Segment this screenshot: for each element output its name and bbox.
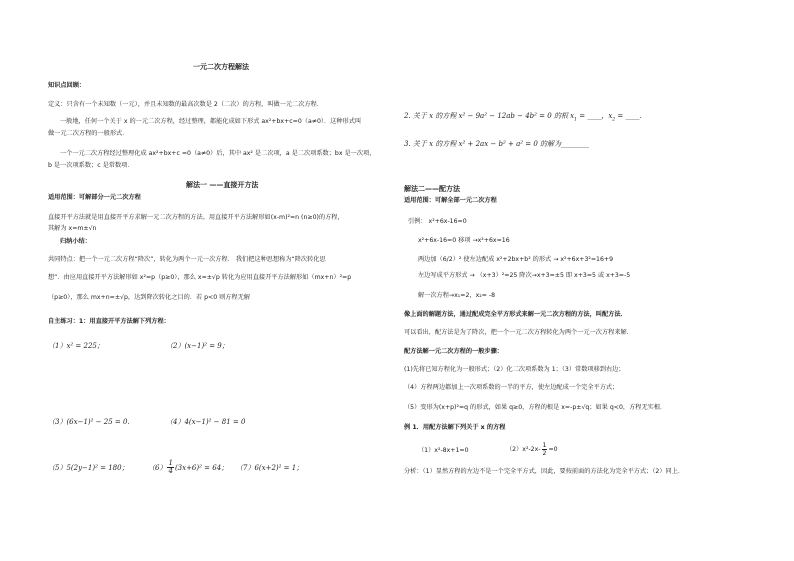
practice-6-numerator: 1	[168, 459, 173, 467]
common-feature-3: （p≥0），那么 mx+n=±√p，达到降次转化之目的．若 p<0 则方程无解	[48, 294, 251, 301]
common-feature-2: 想”．由应用直接开平方法解形如 x²=p（p≥0），那么 x=±√p 转化为应用直接开平方法解形如（mx+n）²=p	[48, 274, 352, 281]
example-intro: 引例： x²+6x-16=0	[408, 218, 467, 225]
review-heading: 知识点回顾：	[48, 82, 86, 89]
method-1-title: 解法一 ——直接开方法	[186, 181, 259, 189]
example-1-problem-2-b: =0	[548, 445, 558, 453]
practice-heading: 自主练习：1：用直接开平方法解下列方程：	[48, 318, 170, 325]
example-step-1: x²+6x-16=0 移项 →x²+6x=16	[418, 237, 510, 244]
step-line-3: （5）变形为(x+p)²=q 的形式，如果 q≥0，方程的根是 x=-p±√q；如果 q<0，方程无实根．	[404, 404, 667, 411]
method-2-scope: 适用范围：可解全部一元二次方程	[404, 197, 497, 204]
general-form-line-1: 一般地，任何一个关于 x 的一元二次方程，经过整理，都能化成如下形式 ax²+bx+c=0（a≠0）．这种形式叫	[60, 118, 362, 125]
example-1-heading: 例 1．用配方法解下列关于 x 的方程	[404, 424, 506, 431]
example-1-fraction	[542, 442, 548, 457]
general-form-line-2: 做一元二次方程的一般形式．	[48, 130, 129, 137]
practice-6-label: （6）	[148, 463, 167, 472]
question-2-part-c: = ____．	[615, 112, 647, 120]
coefficient-line-1: 一个一元二次方程经过整理化成 ax²+bx+c =0（a≠0）后，其中 ax² 是二次项，a 是二次项系数；bx 是一次项，	[60, 150, 376, 157]
example-step-4: 解一次方程→x₁=2，x₂= -8	[418, 292, 496, 299]
method-2-title: 解法二——配方法	[404, 185, 460, 193]
question-2	[404, 112, 646, 124]
question-2-sub-1: 1	[574, 117, 578, 123]
summary-heading: 归纳小结：	[60, 238, 91, 245]
practice-7: （7）6(x+2)² = 1；	[236, 464, 304, 472]
practice-2: （2）(x−1)² = 9；	[166, 342, 229, 350]
definition-text: 定义：只含有一个未知数（一元），并且未知数的最高次数是 2（二次）的方程，叫做一元二次方程．	[48, 101, 324, 108]
page-title: 一元二次方程解法	[193, 63, 249, 71]
example-step-3: 左边写成平方形式 → （x+3）²=25 降次→x+3=±5 即 x+3=5 或 x+3=-5	[418, 272, 631, 279]
example-1-problem-2	[506, 442, 558, 457]
practice-5: （5）5(2y−1)² = 180；	[48, 464, 129, 472]
step-line-1: (1)先将已知方程化为一般形式；（2）化二次项系数为 1；（3）常数项移到右边；	[404, 366, 625, 373]
practice-6-denominator: 4	[168, 467, 173, 475]
question-2-part-b: = ____，x	[577, 112, 613, 120]
example-1-problem-2-a: （2）x²-2x-	[506, 445, 541, 453]
common-feature-1: 共同特点：把一个一元二次方程“降次”，转化为两个一元一次方程． 我们把这种思想称为“降次转化思	[48, 256, 326, 263]
practice-3: （3）(6x−1)² − 25 = 0．	[48, 418, 135, 426]
analysis-text: 分析：（1）显然方程的左边不是一个完全平方式，因此，要按前面的方法化为完全平方式；（2）同上．	[404, 468, 685, 475]
example-1-problem-1: （1）x²-8x+1=0	[418, 447, 469, 454]
example-1-numerator: 1	[542, 442, 547, 449]
practice-6-fraction	[167, 460, 173, 475]
steps-heading: 配方法解一元二次方程的一般步骤：	[404, 348, 503, 355]
method-1-scope: 适用范围：可解部分一元二次方程	[48, 194, 141, 201]
practice-6-expression: (3x+6)² = 64；	[174, 463, 229, 472]
practice-1: （1）x² = 225；	[48, 342, 104, 350]
example-1-denominator: 2	[542, 450, 547, 457]
practice-6	[148, 460, 228, 475]
coefficient-line-2: b 是一次项系数；c 是常数项．	[48, 162, 134, 169]
method-1-desc-2: 其解为 x=m±√n	[48, 225, 97, 232]
question-2-sub-2: 2	[612, 117, 616, 123]
practice-4: （4）4(x−1)² − 81 = 0	[166, 418, 246, 426]
conclusion-1: 像上面的解题方法，通过配成完全平方形式来解一元二次方程的方法，叫配方法．	[404, 311, 627, 318]
example-step-2: 两边加（6/2）² 使左边配成 x²+2bx+b² 的形式 → x²+6x+3²=16+9	[418, 256, 614, 263]
conclusion-2: 可以看出，配方法是为了降次，把一个一元二次方程转化为两个一元一次方程来解．	[404, 329, 633, 336]
question-2-part-a: 2. 关于 x 的方程 x² − 9a² − 12ab − 4b² = 0 的根 x	[404, 112, 575, 120]
method-1-desc-1: 直接开平方法就是用直接开平方求解一元二次方程的方法。用直接开平方法解形如(x-m)²=n (n≥0)的方程，	[48, 214, 344, 221]
step-line-2: （4）方程两边都加上一次项系数的一半的平方，使左边配成一个完全平方式；	[404, 384, 619, 391]
question-3: 3. 关于 x 的方程 x² + 2ax − b² + a² = 0 的解为________	[404, 140, 590, 148]
